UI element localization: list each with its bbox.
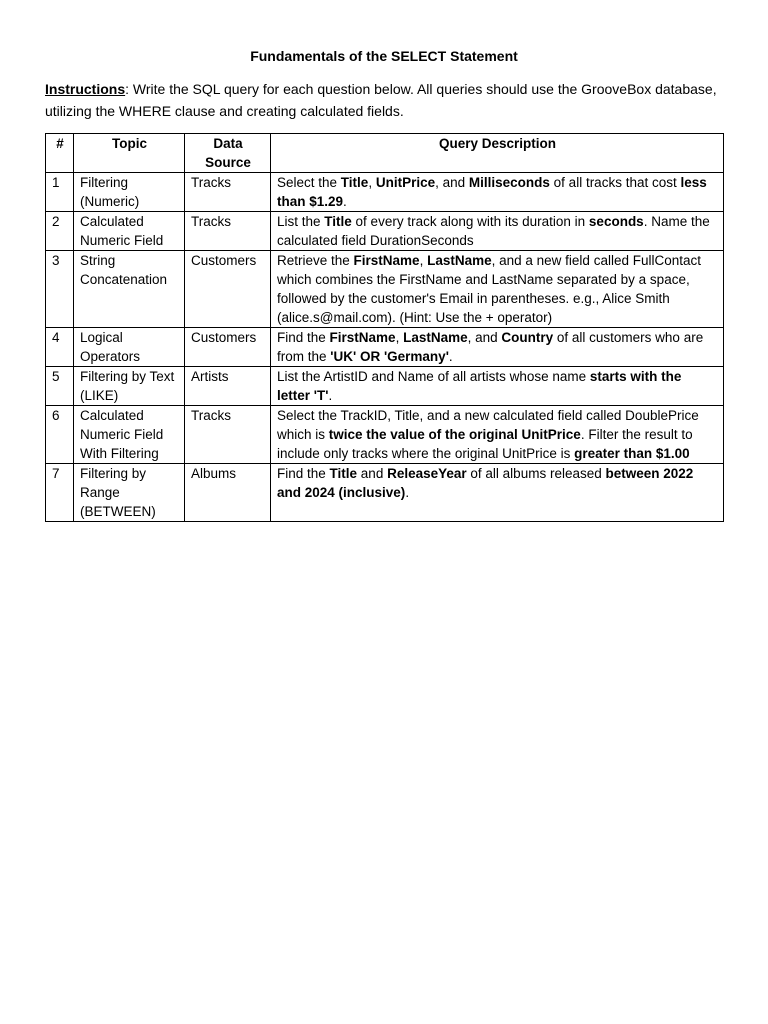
row-topic: Calculated Numeric Field: [74, 212, 185, 251]
description-bold-text: LastName: [403, 330, 468, 345]
row-number: 2: [46, 212, 74, 251]
row-data-source: Tracks: [185, 406, 271, 464]
description-bold-text: Title: [324, 214, 352, 229]
instructions-paragraph: [45, 78, 725, 122]
table-row: [46, 212, 724, 251]
description-bold-text: greater than $1.00: [574, 446, 690, 461]
description-text: ,: [395, 330, 404, 345]
description-text: and: [357, 466, 388, 481]
table-body: [46, 173, 724, 522]
description-text: Find the: [277, 330, 330, 345]
description-text: ,: [419, 253, 428, 268]
description-text: , and: [435, 175, 469, 190]
description-text: .: [448, 349, 453, 364]
row-data-source: Albums: [185, 464, 271, 522]
query-table: [45, 133, 724, 522]
description-bold-text: between 2022 and 2024 (inclusive): [277, 466, 694, 500]
row-data-source: Customers: [185, 328, 271, 367]
description-text: .: [328, 388, 333, 403]
row-topic: Filtering by Text (LIKE): [74, 367, 185, 406]
row-data-source: Artists: [185, 367, 271, 406]
table-row: [46, 173, 724, 212]
row-topic: Filtering (Numeric): [74, 173, 185, 212]
description-text: , and: [467, 330, 502, 345]
header-num: #: [46, 134, 74, 173]
description-bold-text: Title: [329, 466, 358, 481]
description-text: of every track along with its duration in: [351, 214, 589, 229]
row-query-description: [271, 367, 724, 406]
table-header-row: [46, 134, 724, 173]
description-text: .: [343, 194, 347, 209]
table-row: [46, 464, 724, 522]
table-row: [46, 251, 724, 328]
description-text: . Filter the result to include only tracks where the original UnitPrice is: [277, 427, 693, 461]
row-number: 4: [46, 328, 74, 367]
description-text: .: [405, 485, 410, 500]
row-number: 1: [46, 173, 74, 212]
description-bold-text: 'UK' OR 'Germany': [330, 349, 449, 364]
description-text: of all tracks that cost: [549, 175, 681, 190]
row-topic: String Concatenation: [74, 251, 185, 328]
row-number: 6: [46, 406, 74, 464]
header-topic: Topic: [74, 134, 185, 173]
description-bold-text: starts with the letter 'T': [277, 369, 682, 403]
row-query-description: [271, 406, 724, 464]
table-row: [46, 328, 724, 367]
description-bold-text: twice the value of the original UnitPrice: [328, 427, 581, 442]
description-text: Select the TrackID, Title, and a new calculated field called DoublePrice which is: [277, 408, 699, 442]
row-query-description: [271, 251, 724, 328]
description-text: Find the: [277, 466, 330, 481]
description-bold-text: less than $1.29: [277, 175, 707, 209]
table-row: [46, 406, 724, 464]
table-row: [46, 367, 724, 406]
description-bold-text: ReleaseYear: [387, 466, 467, 481]
description-bold-text: seconds: [588, 214, 644, 229]
description-text: ,: [368, 175, 376, 190]
row-topic: Filtering by Range (BETWEEN): [74, 464, 185, 522]
row-query-description: [271, 173, 724, 212]
description-text: List the ArtistID and Name of all artists whose name: [277, 369, 590, 384]
instructions-text: : Write the SQL query for each question below. All queries should use the GrooveBox database, utilizing the WHERE clause and creating calculated fields.: [45, 81, 717, 119]
description-bold-text: Milliseconds: [468, 175, 550, 190]
description-text: of all customers who are from the: [277, 330, 704, 364]
description-text: , and a new field called FullContact which combines the FirstName and LastName separated by a space, followed by the customer's Email in parentheses. e.g., Alice Smith (alice.s@mail.com). (Hint: Use the + operator): [277, 253, 701, 325]
page-title: Fundamentals of the SELECT Statement: [250, 48, 518, 64]
row-number: 5: [46, 367, 74, 406]
description-text: Retrieve the: [277, 253, 354, 268]
row-topic: Logical Operators: [74, 328, 185, 367]
row-data-source: Customers: [185, 251, 271, 328]
description-text: . Name the calculated field DurationSeconds: [277, 214, 710, 248]
row-query-description: [271, 328, 724, 367]
header-query-description: Query Description: [271, 134, 724, 173]
description-text: Select the: [277, 175, 341, 190]
description-bold-text: Country: [501, 330, 554, 345]
description-text: List the: [277, 214, 325, 229]
description-bold-text: Title: [340, 175, 369, 190]
description-bold-text: FirstName: [353, 253, 420, 268]
row-topic: Calculated Numeric Field With Filtering: [74, 406, 185, 464]
row-number: 3: [46, 251, 74, 328]
header-data-source: Data Source: [185, 134, 271, 173]
description-bold-text: LastName: [427, 253, 492, 268]
description-bold-text: UnitPrice: [375, 175, 436, 190]
row-number: 7: [46, 464, 74, 522]
description-text: of all albums released: [466, 466, 606, 481]
row-data-source: Tracks: [185, 212, 271, 251]
row-data-source: Tracks: [185, 173, 271, 212]
row-query-description: [271, 464, 724, 522]
row-query-description: [271, 212, 724, 251]
description-bold-text: FirstName: [329, 330, 396, 345]
instructions-label: Instructions: [45, 81, 126, 97]
